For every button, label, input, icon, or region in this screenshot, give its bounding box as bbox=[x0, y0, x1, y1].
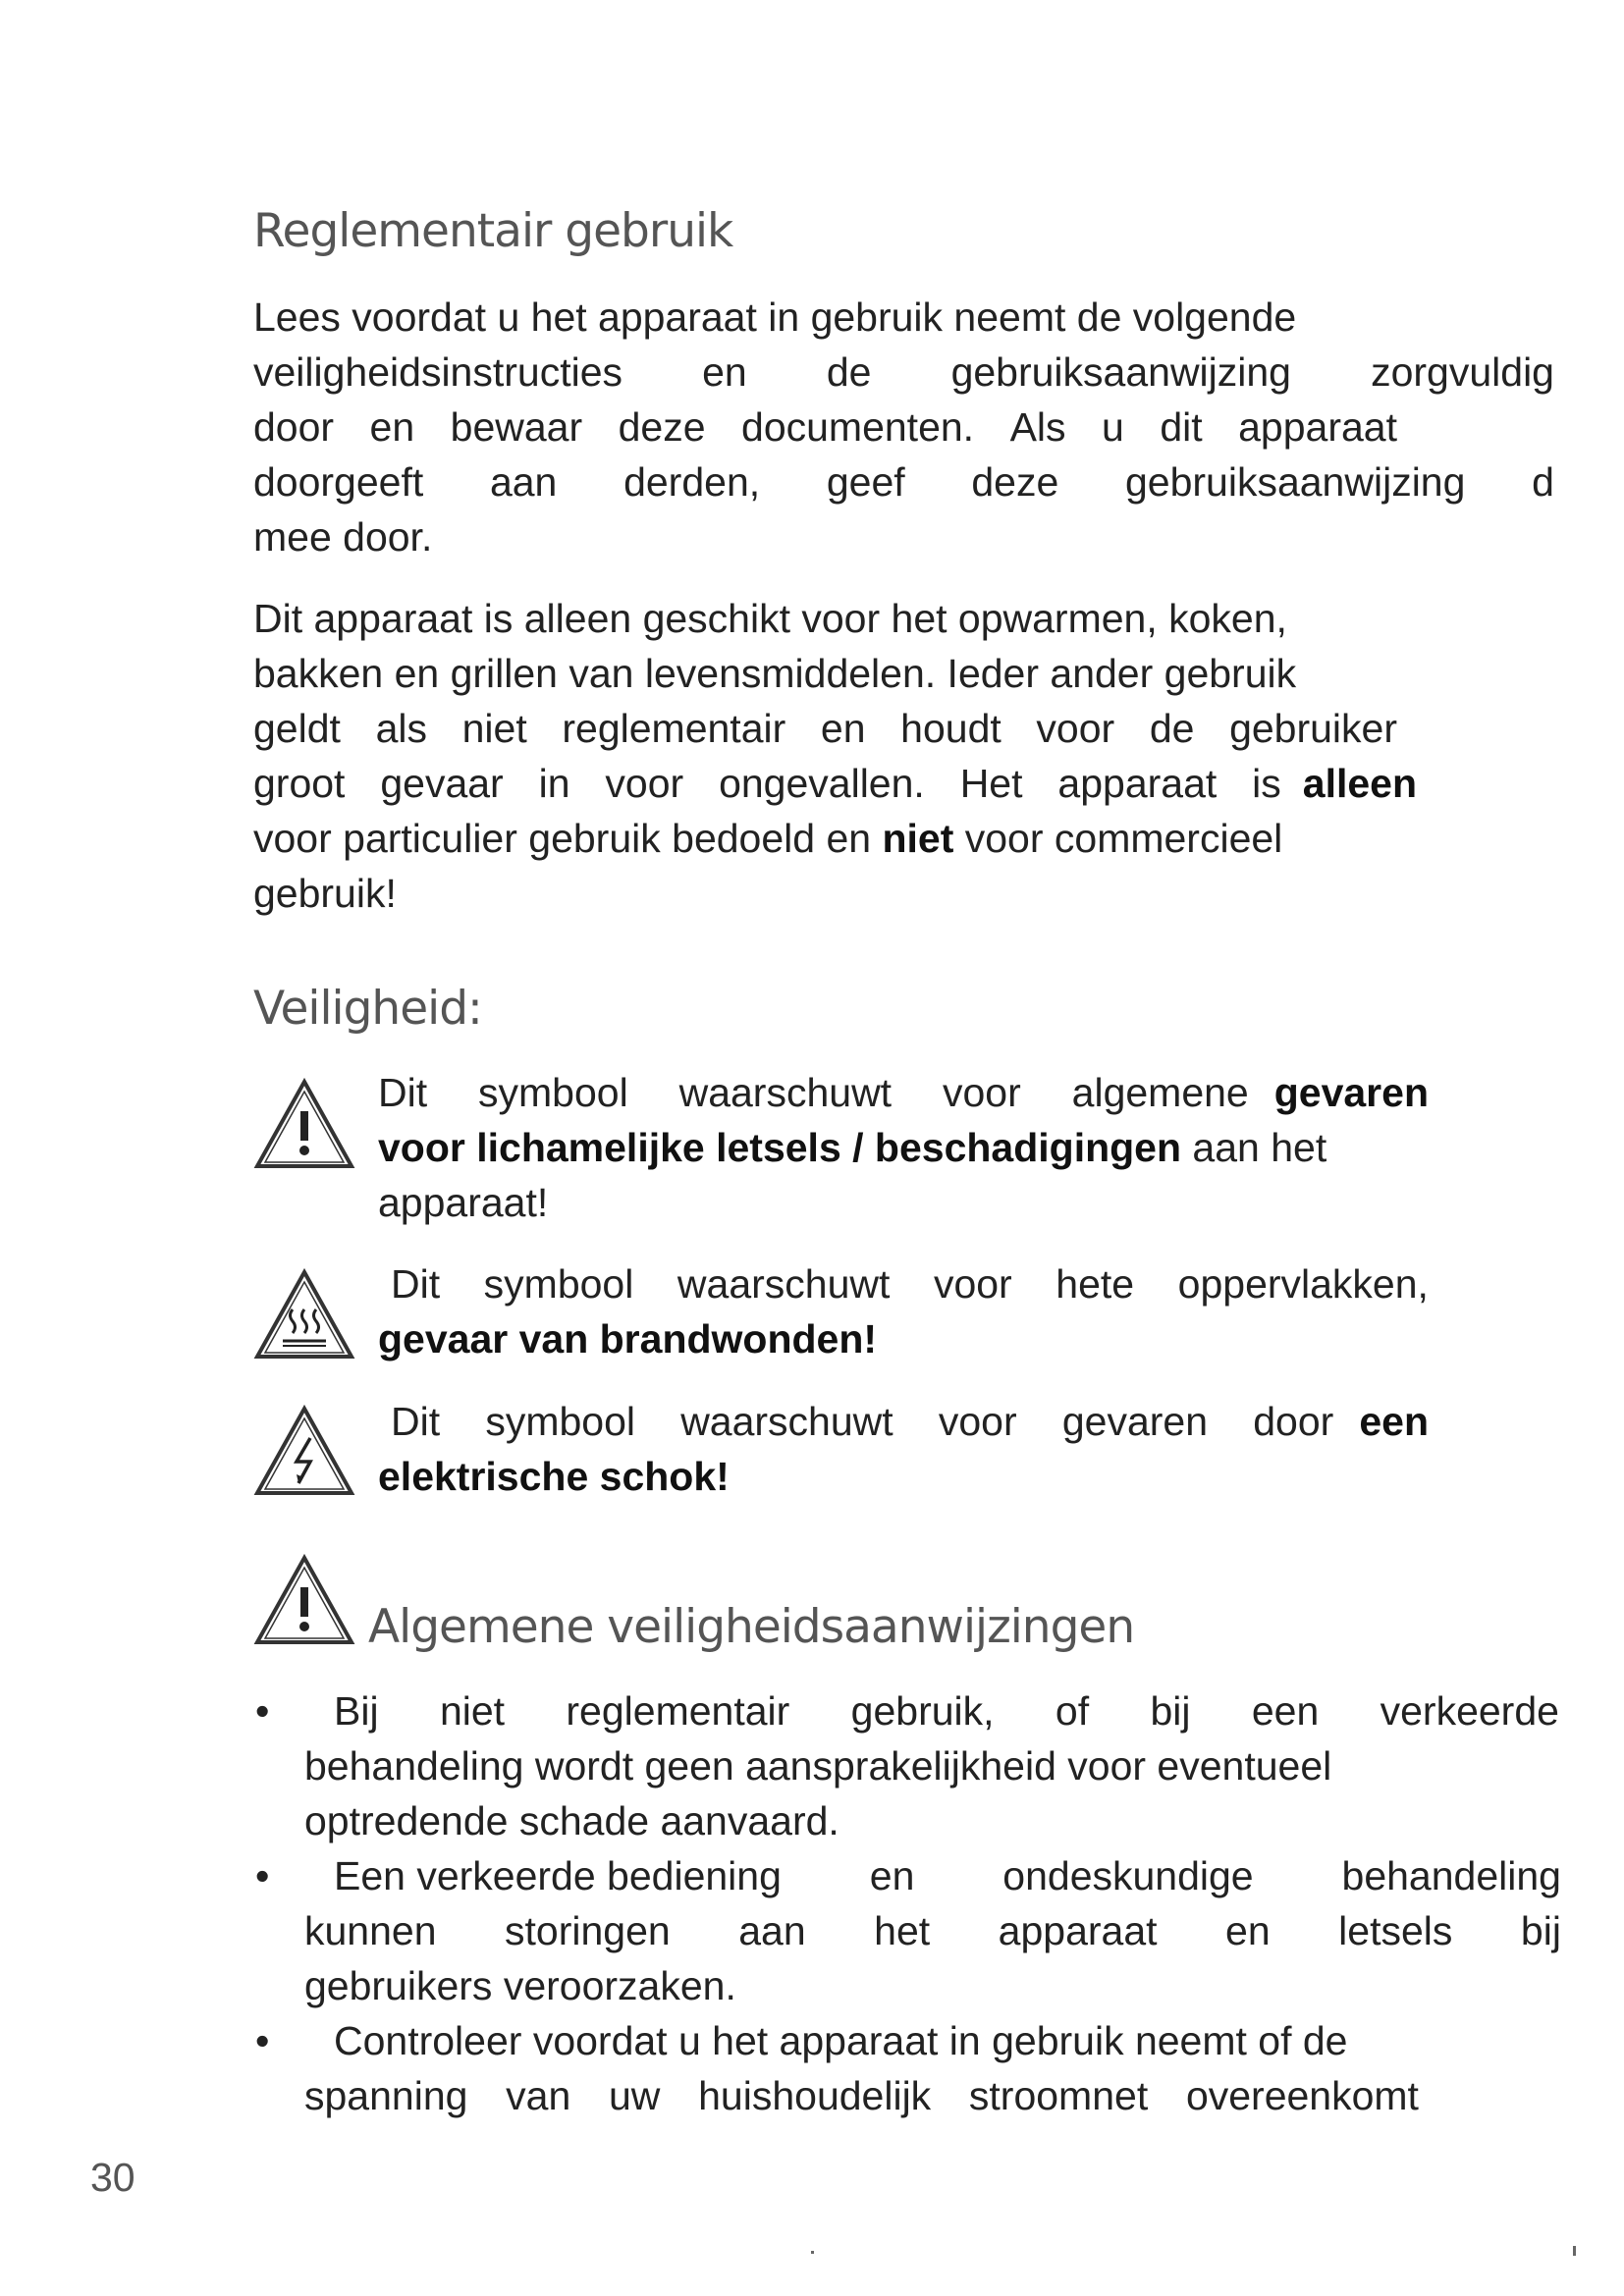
word: zorgvuldig bbox=[1371, 349, 1554, 395]
word: is bbox=[1252, 761, 1281, 806]
word: apparaat bbox=[998, 1908, 1158, 1953]
intro-line-2 bbox=[253, 345, 1554, 400]
usage-line-6: gebruik! bbox=[253, 871, 397, 916]
warning-general-line-1-words bbox=[378, 1065, 1249, 1120]
bullet-3-line-1: Controleer voordat u het apparaat in gebruik neemt of de bbox=[334, 2018, 1348, 2063]
word: verkeerde bbox=[1380, 1688, 1559, 1734]
word: Als bbox=[1009, 404, 1066, 450]
word: doorgeeft bbox=[253, 459, 424, 505]
word: voor bbox=[605, 761, 684, 806]
warning-hot-text bbox=[378, 1256, 1429, 1366]
word: deze bbox=[971, 459, 1059, 505]
word: Het bbox=[959, 761, 1023, 806]
word: symbool bbox=[485, 1399, 635, 1444]
warning-general-line-2 bbox=[378, 1120, 1429, 1175]
warning-general-line-2b: aan het bbox=[1181, 1125, 1327, 1170]
list-item bbox=[253, 1848, 1559, 2013]
word: niet bbox=[461, 706, 527, 751]
bullet-dot: • bbox=[255, 2018, 270, 2063]
word: en bbox=[369, 404, 415, 450]
word: hete bbox=[1056, 1261, 1135, 1307]
word: d bbox=[1532, 459, 1554, 505]
heading-algemene-veiligheidsaanwijzingen: Algemene veiligheidsaanwijzingen bbox=[368, 1600, 1135, 1654]
bullet-dot: • bbox=[255, 1688, 270, 1734]
usage-line-1: Dit apparaat is alleen geschikt voor het opwarmen, koken, bbox=[253, 596, 1287, 641]
safety-bullet-list bbox=[253, 1683, 1559, 2123]
word: ondeskundige bbox=[1002, 1853, 1254, 1898]
usage-line-3 bbox=[253, 701, 1397, 756]
usage-line-4-words bbox=[253, 756, 1281, 811]
bullet-1-line-3: optredende schade aanvaard. bbox=[304, 1798, 839, 1843]
word: als bbox=[375, 706, 427, 751]
word: gebruiker bbox=[1229, 706, 1397, 751]
word: reglementair bbox=[562, 706, 786, 751]
word: ongevallen. bbox=[719, 761, 925, 806]
warning-general-line-3: apparaat! bbox=[378, 1180, 549, 1225]
warning-triangle-icon bbox=[253, 1078, 355, 1170]
usage-line-5 bbox=[253, 811, 1422, 866]
word: veiligheidsinstructies bbox=[253, 349, 623, 395]
word: bij bbox=[1150, 1688, 1191, 1734]
warning-electric-line-1-words bbox=[391, 1394, 1333, 1449]
word: bij bbox=[1520, 1908, 1561, 1953]
word: Bij bbox=[334, 1688, 379, 1734]
warning-general-text bbox=[378, 1065, 1429, 1230]
word: behandeling bbox=[1341, 1853, 1561, 1898]
word: u bbox=[1102, 404, 1124, 450]
word: waarschuwt bbox=[677, 1261, 891, 1307]
intro-line-4 bbox=[253, 454, 1554, 509]
word: en bbox=[820, 706, 866, 751]
usage-bold-alleen: alleen bbox=[1302, 761, 1417, 806]
bullet-2-line-1 bbox=[304, 1848, 1561, 1903]
word: overeenkomt bbox=[1185, 2073, 1419, 2118]
intro-line-5: mee door. bbox=[253, 514, 433, 560]
general-warning-triangle-icon bbox=[253, 1554, 355, 1646]
word: algemene bbox=[1071, 1070, 1249, 1115]
usage-line-5a: voor particulier gebruik bedoeld en bbox=[253, 816, 883, 861]
warning-hot-bold: gevaar van brandwonden! bbox=[378, 1316, 878, 1362]
word: bewaar bbox=[450, 404, 583, 450]
word: aan bbox=[738, 1908, 806, 1953]
word: Een verkeerde bediening bbox=[334, 1853, 782, 1898]
word: Dit bbox=[378, 1070, 428, 1115]
word: letsels bbox=[1338, 1908, 1453, 1953]
bullet-1-line-1 bbox=[304, 1683, 1559, 1738]
bullet-3-line-2 bbox=[304, 2068, 1419, 2123]
word: huishoudelijk bbox=[698, 2073, 932, 2118]
word: groot bbox=[253, 761, 346, 806]
warning-general-bold-letsels: voor lichamelijke letsels / beschadigingen bbox=[378, 1125, 1182, 1170]
word: en bbox=[1225, 1908, 1271, 1953]
word: kunnen bbox=[304, 1908, 437, 1953]
word: geldt bbox=[253, 706, 341, 751]
electric-shock-warning-icon bbox=[253, 1405, 355, 1497]
warning-general-line-1 bbox=[378, 1065, 1429, 1120]
word: derden, bbox=[623, 459, 761, 505]
list-item bbox=[253, 1683, 1559, 1848]
word: deze bbox=[618, 404, 706, 450]
word: Dit bbox=[391, 1399, 441, 1444]
word: storingen bbox=[505, 1908, 671, 1953]
word: waarschuwt bbox=[680, 1399, 893, 1444]
word: door bbox=[253, 404, 335, 450]
word: de bbox=[826, 349, 872, 395]
word: het bbox=[874, 1908, 931, 1953]
word: uw bbox=[608, 2073, 661, 2118]
warning-electric-bold-een: een bbox=[1359, 1399, 1429, 1444]
word: voor bbox=[942, 1070, 1021, 1115]
usage-line-5c: voor commercieel bbox=[953, 816, 1283, 861]
word: in bbox=[538, 761, 570, 806]
word: gebruik, bbox=[850, 1688, 995, 1734]
word: houdt bbox=[900, 706, 1001, 751]
intro-line-3 bbox=[253, 400, 1397, 454]
heading-veiligheid: Veiligheid: bbox=[253, 982, 482, 1036]
word: of bbox=[1055, 1688, 1090, 1734]
warning-electric-bold-schok: elektrische schok! bbox=[378, 1454, 730, 1499]
word: en bbox=[702, 349, 747, 395]
scan-speck bbox=[1573, 2246, 1576, 2256]
word: symbool bbox=[483, 1261, 634, 1307]
warning-general-bold-gevaren: gevaren bbox=[1273, 1070, 1429, 1115]
bullet-2-line-2 bbox=[304, 1903, 1561, 1958]
warning-electric-text bbox=[378, 1394, 1429, 1504]
word: Dit bbox=[391, 1261, 441, 1307]
word: niet bbox=[439, 1688, 506, 1734]
hot-surface-warning-icon bbox=[253, 1268, 355, 1361]
usage-line-4 bbox=[253, 756, 1417, 811]
word: waarschuwt bbox=[678, 1070, 893, 1115]
bullet-dot: • bbox=[255, 1853, 270, 1898]
usage-paragraph bbox=[253, 591, 1422, 921]
word: van bbox=[506, 2073, 571, 2118]
word: dit bbox=[1160, 404, 1203, 450]
word: door bbox=[1253, 1399, 1334, 1444]
usage-line-2: bakken en grillen van levensmiddelen. Ieder ander gebruik bbox=[253, 651, 1297, 696]
intro-paragraph bbox=[253, 290, 1554, 564]
word: gevaren bbox=[1061, 1399, 1209, 1444]
word: aan bbox=[489, 459, 558, 505]
list-item bbox=[253, 2013, 1559, 2123]
word: symbool bbox=[478, 1070, 628, 1115]
word: voor bbox=[938, 1399, 1017, 1444]
word: stroomnet bbox=[968, 2073, 1149, 2118]
bullet-1-line-2: behandeling wordt geen aansprakelijkheid voor eventueel bbox=[304, 1743, 1332, 1789]
heading-reglementair-gebruik: Reglementair gebruik bbox=[253, 204, 733, 258]
intro-line-1: Lees voordat u het apparaat in gebruik neemt de volgende bbox=[253, 294, 1297, 340]
page-number: 30 bbox=[90, 2155, 135, 2200]
word: een bbox=[1251, 1688, 1320, 1734]
word: spanning bbox=[304, 2073, 468, 2118]
word: geef bbox=[826, 459, 905, 505]
word: apparaat bbox=[1238, 404, 1397, 450]
warning-hot-line-2 bbox=[378, 1311, 1429, 1366]
word: voor bbox=[933, 1261, 1012, 1307]
usage-bold-niet: niet bbox=[882, 816, 954, 861]
word: gevaar bbox=[380, 761, 504, 806]
word: de bbox=[1149, 706, 1195, 751]
word: oppervlakken, bbox=[1177, 1261, 1429, 1307]
warning-electric-line-1 bbox=[391, 1394, 1429, 1449]
scan-speck bbox=[811, 2251, 814, 2254]
warning-hot-line-1 bbox=[391, 1256, 1429, 1311]
word: gebruiksaanwijzing bbox=[1124, 459, 1466, 505]
word: en bbox=[869, 1853, 915, 1898]
warning-electric-line-2 bbox=[378, 1449, 1429, 1504]
word: gebruiksaanwijzing bbox=[950, 349, 1291, 395]
word: voor bbox=[1036, 706, 1115, 751]
word: reglementair bbox=[566, 1688, 790, 1734]
word: apparaat bbox=[1057, 761, 1218, 806]
word: documenten. bbox=[741, 404, 975, 450]
bullet-2-line-3: gebruikers veroorzaken. bbox=[304, 1963, 736, 2008]
